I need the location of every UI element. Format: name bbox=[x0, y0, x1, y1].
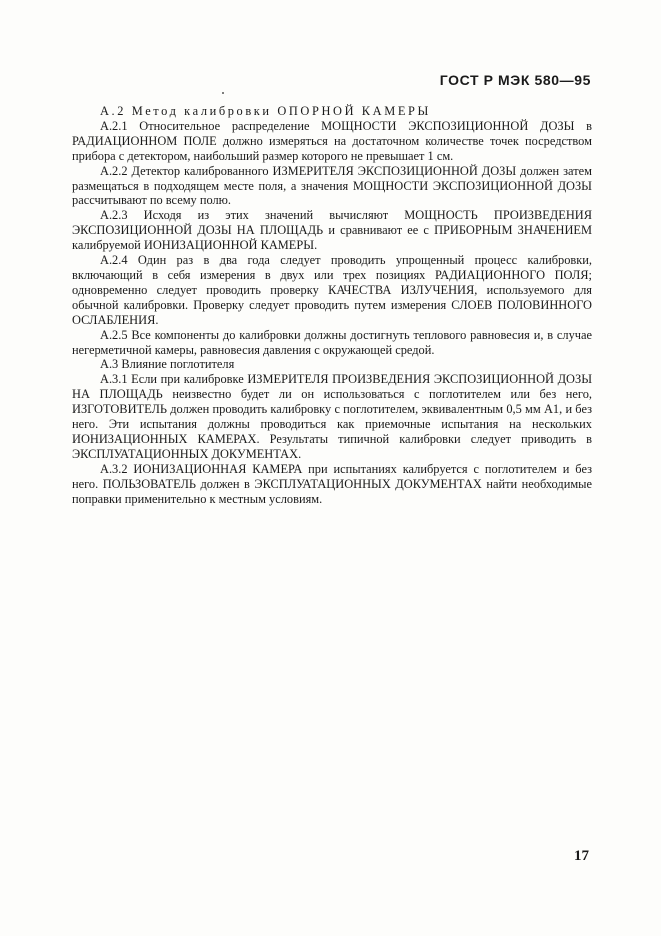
paragraph-a2-3: А.2.3 Исходя из этих значений вычисляют МОЩНОСТЬ ПРОИЗВЕДЕНИЯ ЭКСПОЗИЦИОННОЙ ДОЗЫ НА ПЛОЩАДЬ и сравнивают ее с ПРИБОРНЫМ ЗНАЧЕНИЕМ калибруемой ИОНИЗАЦИОННОЙ КАМЕРЫ. bbox=[72, 208, 592, 253]
scan-speck bbox=[222, 92, 224, 94]
document-body bbox=[72, 104, 592, 506]
page-number: 17 bbox=[574, 848, 589, 864]
paragraph-a2-2: А.2.2 Детектор калиброванного ИЗМЕРИТЕЛЯ ЭКСПОЗИЦИОННОЙ ДОЗЫ должен затем размещаться в подходящем месте поля, а значения МОЩНОСТИ ЭКСПОЗИЦИОННОЙ ДОЗЫ рассчитывают по всему полю. bbox=[72, 163, 592, 208]
paragraph-a2-4: А.2.4 Один раз в два года следует проводить упрощенный процесс калибровки, включающий в себя измерения в двух или трех позициях РАДИАЦИОННОГО ПОЛЯ; одновременно следует проводить проверку КАЧЕСТВА ИЗЛУЧЕНИЯ, используемого для обычной калибровки. Проверку следует проводить путем измерения СЛОЕВ ПОЛОВИННОГО ОСЛАБЛЕНИЯ. bbox=[72, 253, 592, 327]
paragraph-a2-1: А.2.1 Относительное распределение МОЩНОСТИ ЭКСПОЗИЦИОННОЙ ДОЗЫ в РАДИАЦИОННОМ ПОЛЕ должно измеряться на достаточном количестве точек посредством прибора с детектором, наибольший размер которого не превышает 1 см. bbox=[72, 118, 592, 163]
section-heading-a2: А.2 Метод калибровки ОПОРНОЙ КАМЕРЫ bbox=[100, 104, 431, 118]
paragraph-a3-2: А.3.2 ИОНИЗАЦИОННАЯ КАМЕРА при испытаниях калибруется с поглотителем и без него. ПОЛЬЗОВАТЕЛЬ должен в ЭКСПЛУАТАЦИОННЫХ ДОКУМЕНТАХ найти необходимые поправки применительно к местным условиям. bbox=[72, 461, 592, 506]
paragraph-a2-5: А.2.5 Все компоненты до калибровки должны достигнуть теплового равновесия и, в случае негерметичной камеры, равновесия давления с окружающей средой. bbox=[72, 327, 592, 357]
page-header-doc-id: ГОСТ Р МЭК 580—95 bbox=[439, 72, 591, 88]
paragraph-a3-1: А.3.1 Если при калибровке ИЗМЕРИТЕЛЯ ПРОИЗВЕДЕНИЯ ЭКСПОЗИЦИОННОЙ ДОЗЫ НА ПЛОЩАДЬ неизвестно будет ли он использоваться с поглотителем или без него, ИЗГОТОВИТЕЛЬ должен проводить калибровку с поглотителем, эквивалентным 0,5 мм А1, и без него. Эти испытания должны проводиться как приемочные испытания на нескольких ИОНИЗАЦИОННЫХ КАМЕРАХ. Результаты типичной калибровки следует приводить в ЭКСПЛУАТАЦИОННЫХ ДОКУМЕНТАХ. bbox=[72, 372, 592, 461]
section-heading-a3: А.3 Влияние поглотителя bbox=[100, 357, 235, 372]
